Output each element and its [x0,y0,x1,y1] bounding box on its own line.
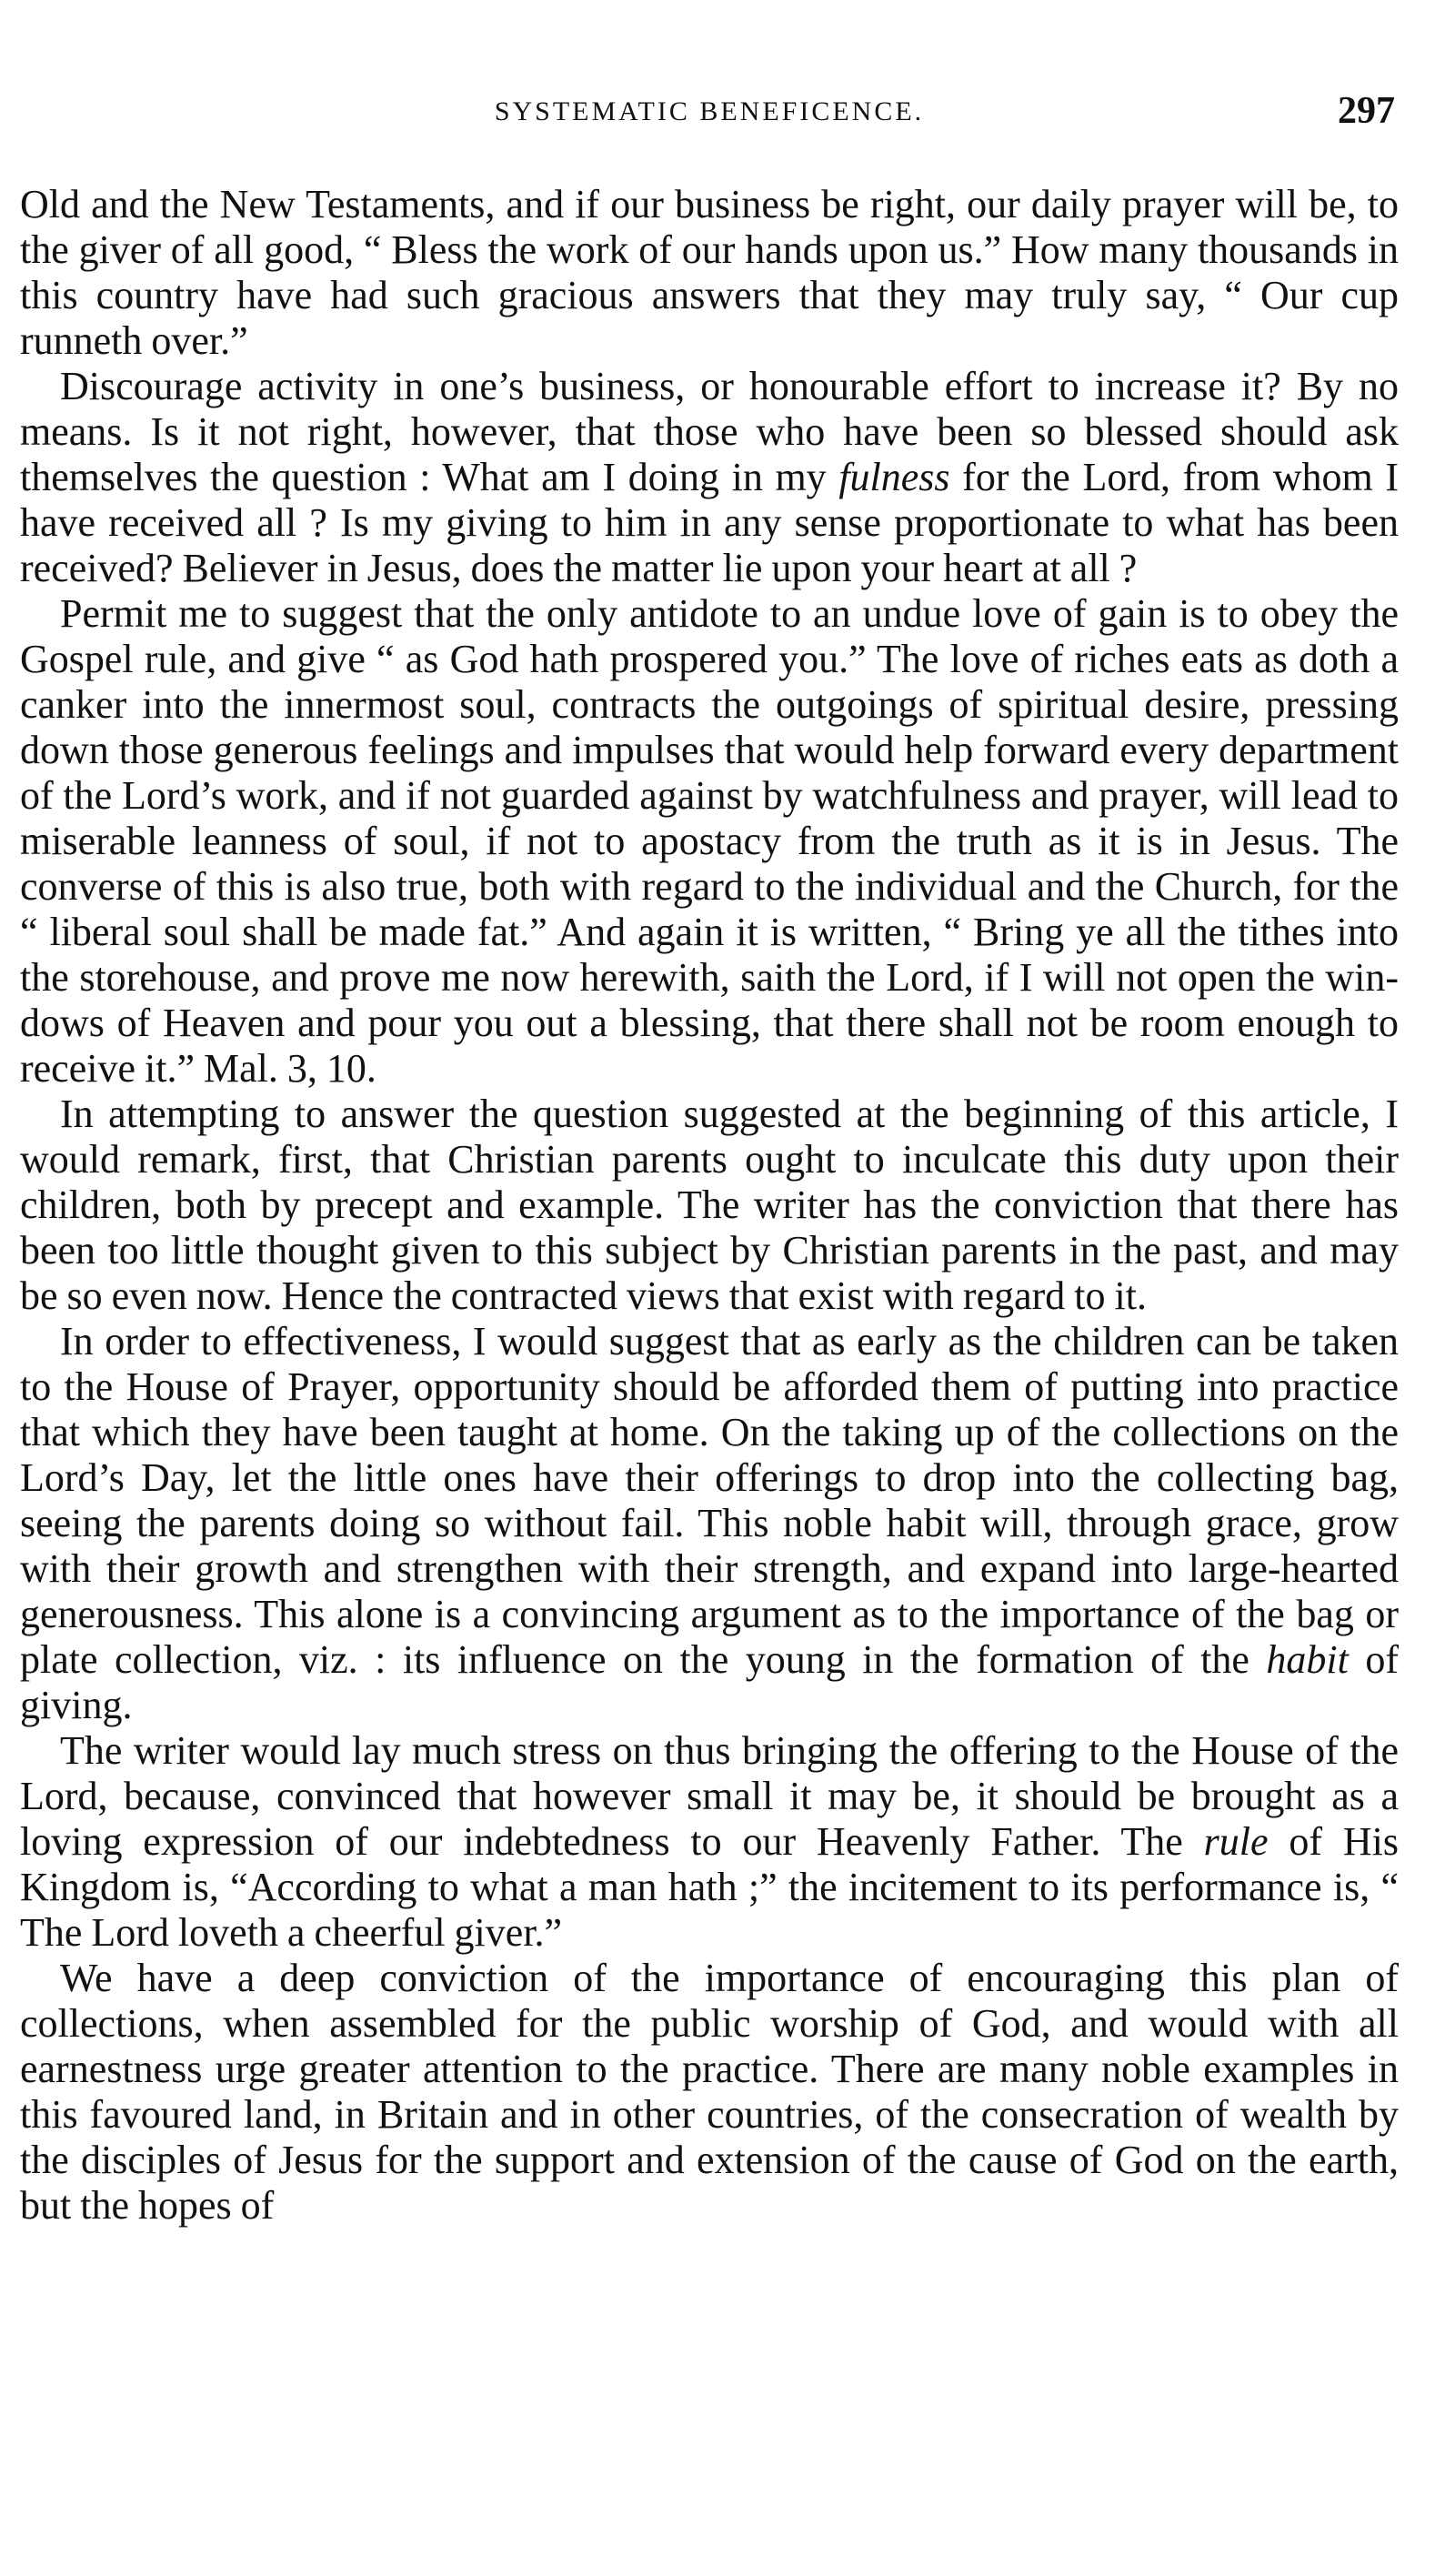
text-segment: We have a deep conviction of the importance of encouraging this plan of collections, when assembled for the public worship of God, and would with all earnestness urge greater attention to the practice. There are many noble examples in this favoured land, in Britain and in other countries, of the consecration of wealth by the disciples of Jesus for the support and extension of the cause of God on the earth, but the hopes of [20,1956,1399,2228]
page-number: 297 [1338,90,1395,132]
text-segment: Permit me to suggest that the only antidote to an undue love of gain is to obey the Gospel rule, and give “ as God hath prospered you.” The love of riches eats as doth a canker into the innermost soul, contracts the outgoings of spiritual desire, pressing down those generous feelings and impulses that would help forward every department of the Lord’s work, and if not guarded against by watchfulness and prayer, will lead to miserable leanness of soul, if not to apostacy from the truth as it is in Jesus. The converse of this is also true, both with regard to the individual and the Church, for the “ liberal soul shall be made fat.” And again it is written, “ Bring ye all the tithes into the storehouse, and prove me now herewith, saith the Lord, if I will not open the windows of Heaven and pour you out a blessing, that there shall not be room enough to receive it.” Mal. 3, 10. [20,591,1399,1091]
italic-text: rule [1203,1819,1269,1864]
italic-text: habit [1266,1637,1349,1682]
text-segment: In order to effectiveness, I would suggest that as early as the children can be taken to the House of Prayer, opportunity should be afforded them of putting into practice that which they have been taught at home. On the taking up of the collections on the Lord’s Day, let the little ones have their offerings to drop into the collecting bag, seeing the parents doing so without fail. This noble habit will, through grace, grow with their growth and strengthen with their strength, and expand into large-hearted generousness. This alone is a convincing argument as to the importance of the bag or plate collection, viz. : its influence on the young in the formation of the [20,1319,1399,1682]
body-text [20,182,1399,2229]
running-head [20,89,1399,144]
book-page [20,0,1399,2576]
text-segment: In attempting to answer the question suggested at the beginning of this article, I would remark, first, that Christian parents ought to inculcate this duty upon their children, both by precept and example. The writer has the conviction that there has been too little thought given to this subject by Christian parents in the past, and may be so even now. Hence the contracted views that exist with regard to it. [20,1092,1399,1318]
paragraph [20,182,1399,364]
paragraph [20,1728,1399,1956]
italic-text: fulness [838,455,950,499]
running-title: SYSTEMATIC BENEFICENCE. [494,96,925,126]
text-segment: The writer would lay much stress on thus bringing the offering to the House of the Lord, because, convinced that however small it may be, it should be brought as a loving expression of our indebtedness to our Heavenly Father. The [20,1728,1399,1864]
paragraph [20,591,1399,1092]
paragraph [20,1319,1399,1728]
text-segment: Discourage activity in one’s business, or honourable effort to increase it? By no means. Is it not right, however, that those who have been so blessed should ask themselves the question : What am I doing in my [20,364,1399,499]
text-segment: Old and the New Testaments, and if our business be right, our daily prayer will be, to the giver of all good, “ Bless the work of our hands upon us.” How many thousands in this country have had such gracious answers that they may truly say, “ Our cup runneth over.” [20,182,1399,363]
text-segment: of His Kingdom is, “According to what a man hath ;” the incitement to its performance is, “ The Lord loveth a cheerful giver.” [20,1819,1399,1955]
text-segment: for the Lord, from whom I have received all ? Is my giving to him in any sense proportionate to what has been received? Believer in Jesus, does the matter lie upon your heart at all ? [20,455,1400,590]
paragraph [20,1092,1399,1319]
text-segment: of giving. [20,1637,1399,1727]
paragraph [20,1956,1399,2229]
paragraph [20,364,1399,591]
